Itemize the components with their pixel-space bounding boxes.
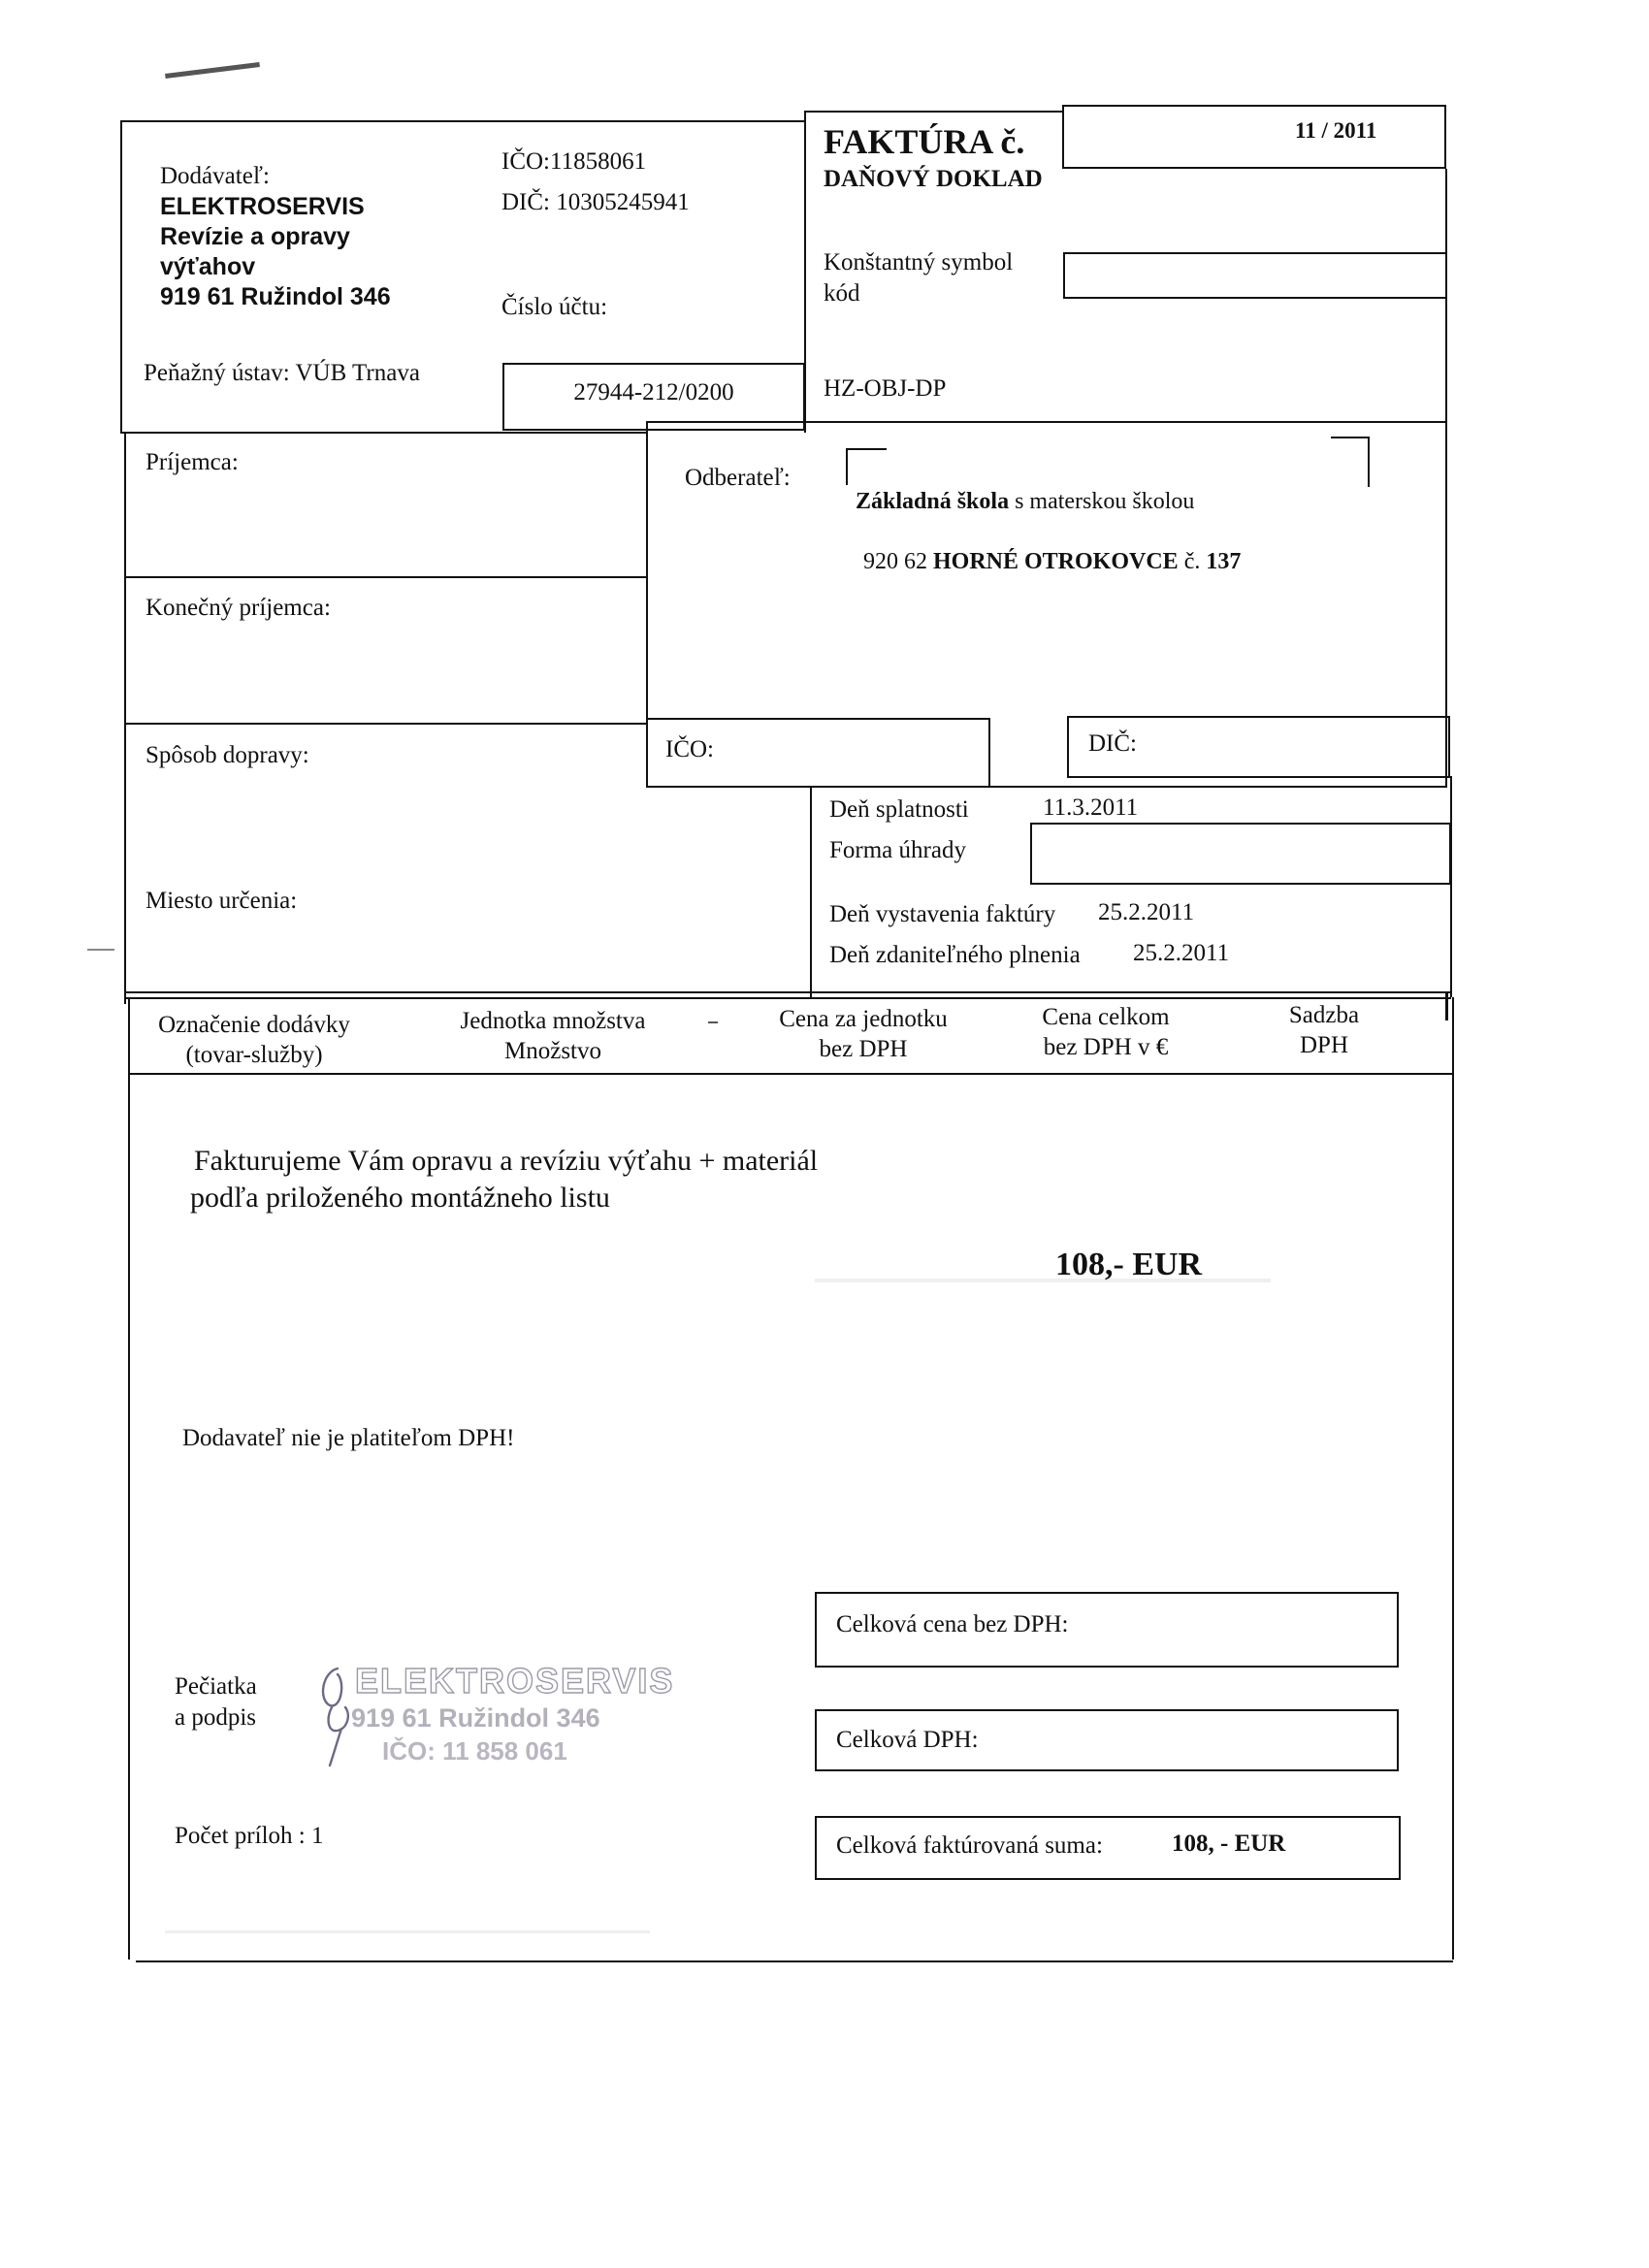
tick-mark <box>1445 991 1448 1021</box>
issue-date-label: Deň vystavenia faktúry <box>829 901 1056 927</box>
rule <box>988 718 990 788</box>
customer-name <box>856 487 1194 516</box>
rule <box>136 1960 1453 1962</box>
transport-label: Spôsob dopravy: <box>146 742 309 768</box>
total-vat-label: Celková DPH: <box>836 1727 979 1753</box>
rule <box>1452 997 1454 1960</box>
rule <box>124 432 126 1004</box>
customer-ico-label: IČO: <box>665 736 714 762</box>
tick-mark <box>708 1021 718 1023</box>
col-header-total-line2: bez DPH v € <box>1043 1034 1169 1060</box>
supplier-name: ELEKTROSERVIS <box>160 193 365 220</box>
bank-label: Peňažný ústav: VÚB Trnava <box>144 360 420 386</box>
payment-form-label: Forma úhrady <box>829 837 966 863</box>
account-number: 27944-212/0200 <box>573 379 734 405</box>
attachments-count: Počet príloh : 1 <box>175 1823 324 1849</box>
col-header-unit-price-line2: bez DPH <box>819 1036 908 1062</box>
vat-note: Dodavateľ nie je platiteľom DPH! <box>182 1425 515 1451</box>
stamp-label-1: Pečiatka <box>175 1673 257 1700</box>
col-header-unit-price-line1: Cena za jednotku <box>779 1006 948 1032</box>
col-header-unit-line2: Množstvo <box>504 1038 601 1064</box>
customer-dic-label: DIČ: <box>1088 730 1137 757</box>
invoice-subtitle: DAŇOVÝ DOKLAD <box>824 166 1043 192</box>
customer-postcode: 920 62 <box>863 549 933 574</box>
customer-name-rest: s materskou školou <box>1009 489 1195 514</box>
recipient-label: Príjemca: <box>146 449 239 475</box>
col-header-item-line1: Označenie dodávky <box>158 1012 350 1038</box>
total-invoiced-value: 108, - EUR <box>1172 1831 1286 1857</box>
customer-city: HORNÉ OTROKOVCE <box>933 549 1179 574</box>
customer-house-prefix: č. <box>1178 549 1207 574</box>
supplier-label: Dodávateľ: <box>160 163 270 189</box>
stamp-address: 919 61 Ružindol 346 <box>351 1703 600 1733</box>
rule <box>1450 776 1452 997</box>
order-code: HZ-OBJ-DP <box>824 375 947 402</box>
destination-label: Miesto určenia: <box>146 888 298 914</box>
signature-mark <box>308 1661 367 1769</box>
address-corner-mark <box>846 448 887 485</box>
rule <box>804 111 1062 113</box>
rule <box>124 723 646 725</box>
col-header-vat-line2: DPH <box>1299 1032 1348 1058</box>
stamp-name: ELEKTROSERVIS <box>355 1661 675 1701</box>
constant-symbol-label: Konštantný symbol <box>824 249 1014 275</box>
rule <box>120 120 122 433</box>
supplier-line2: Revízie a opravy <box>160 223 350 250</box>
rule <box>120 432 646 434</box>
body-line1: Fakturujeme Vám opravu a revíziu výťahu + materiál <box>194 1145 819 1177</box>
rule <box>124 997 1451 999</box>
rule <box>810 788 812 999</box>
body-amount: 108,- EUR <box>1055 1247 1203 1282</box>
stamp-label-2: a podpis <box>175 1704 257 1731</box>
rule <box>128 997 130 1960</box>
col-header-item-line2: (tovar-služby) <box>185 1042 323 1068</box>
fold-mark <box>87 949 114 951</box>
code-label: kód <box>824 280 860 307</box>
issue-date-value: 25.2.2011 <box>1098 899 1195 925</box>
rule <box>128 1073 1453 1075</box>
stamp-ico: IČO: 11 858 061 <box>382 1736 567 1766</box>
account-label: Číslo účtu: <box>501 294 608 320</box>
supplier-line3: výťahov <box>160 253 256 280</box>
final-recipient-label: Konečný príjemca: <box>146 595 331 621</box>
due-date-value: 11.3.2011 <box>1043 794 1139 821</box>
invoice-number: 11 / 2011 <box>1295 118 1377 143</box>
faded-line <box>815 1279 1271 1282</box>
payment-form-box <box>1030 823 1451 885</box>
rule <box>120 120 805 122</box>
rule <box>646 718 989 720</box>
taxable-date-value: 25.2.2011 <box>1133 940 1230 966</box>
col-header-unit-line1: Jednotka množstva <box>460 1008 646 1034</box>
faded-line <box>165 1930 650 1933</box>
due-date-label: Deň splatnosti <box>829 796 969 823</box>
constant-symbol-box <box>1063 252 1447 299</box>
supplier-address: 919 61 Ružindol 346 <box>160 283 391 310</box>
body-line2: podľa priloženého montážneho listu <box>190 1182 610 1214</box>
staple-mark <box>165 62 260 79</box>
total-invoiced-label: Celková faktúrovaná suma: <box>836 1832 1103 1859</box>
customer-label: Odberateľ: <box>685 465 791 491</box>
col-header-total-line1: Cena celkom <box>1042 1004 1170 1030</box>
supplier-dic: DIČ: 10305245941 <box>501 189 690 215</box>
invoice-title: FAKTÚRA č. <box>824 122 1025 161</box>
taxable-date-label: Deň zdaniteľného plnenia <box>829 942 1081 968</box>
rule <box>124 576 646 578</box>
customer-name-bold: Základná škola <box>856 489 1010 514</box>
customer-house-number: 137 <box>1206 549 1242 574</box>
supplier-ico: IČO:11858061 <box>501 148 647 175</box>
col-header-vat-line1: Sadzba <box>1288 1002 1360 1028</box>
customer-address <box>863 547 1241 576</box>
rule <box>126 991 1451 993</box>
total-without-vat-label: Celková cena bez DPH: <box>836 1611 1069 1637</box>
invoice-number-box <box>1062 105 1446 169</box>
address-corner-mark <box>1331 437 1370 487</box>
